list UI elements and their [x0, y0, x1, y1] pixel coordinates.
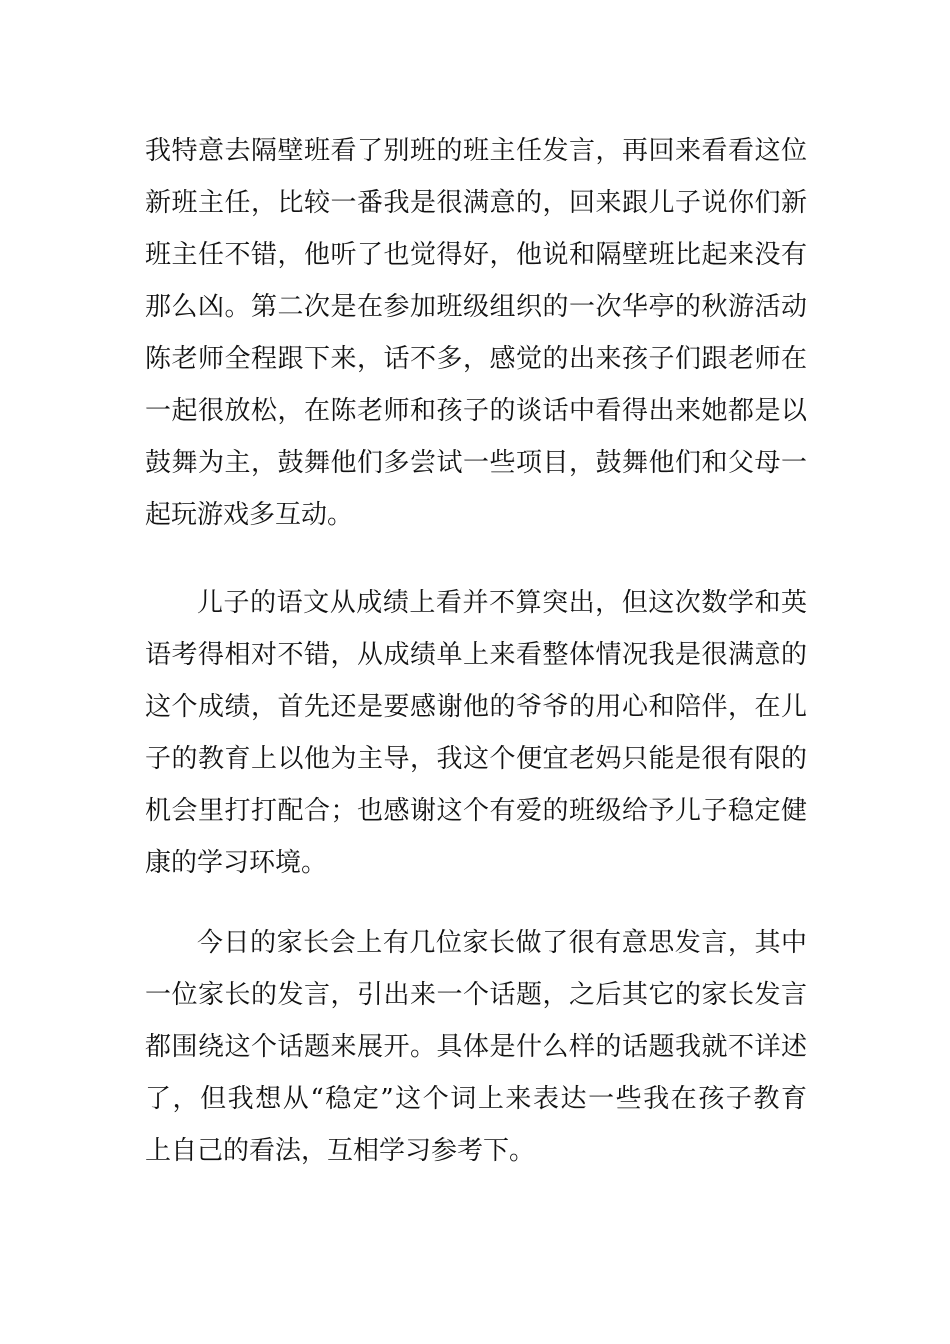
text-line: 康的学习环境。 — [145, 848, 328, 878]
text-line: 班主任不错，他听了也觉得好，他说和隔壁班比起来没有 — [145, 240, 807, 270]
text-line: 子的教育上以他为主导，我这个便宜老妈只能是很有限的 — [145, 744, 807, 774]
text-line: 陈老师全程跟下来，话不多，感觉的出来孩子们跟老师在 — [145, 344, 807, 374]
text-line: 那么凶。第二次是在参加班级组织的一次华亭的秋游活动 — [145, 292, 807, 322]
text-line: 都围绕这个话题来展开。具体是什么样的话题我就不详述 — [145, 1032, 807, 1062]
text-line: 这个成绩，首先还是要感谢他的爷爷的用心和陪伴，在儿 — [145, 692, 807, 722]
text-line: 今日的家长会上有几位家长做了很有意思发言，其中 — [197, 928, 807, 958]
text-line: 我特意去隔壁班看了别班的班主任发言，再回来看看这位 — [145, 136, 807, 166]
text-line: 了，但我想从“稳定”这个词上来表达一些我在孩子教育 — [145, 1084, 807, 1114]
text-line: 机会里打打配合；也感谢这个有爱的班级给予儿子稳定健 — [145, 796, 807, 826]
paragraph-3 — [145, 917, 807, 1177]
text-line: 语考得相对不错，从成绩单上来看整体情况我是很满意的 — [145, 640, 807, 670]
text-line: 起玩游戏多互动。 — [145, 500, 354, 530]
text-line: 儿子的语文从成绩上看并不算突出，但这次数学和英 — [197, 588, 807, 618]
paragraph-2 — [145, 577, 807, 889]
text-line: 一位家长的发言，引出来一个话题，之后其它的家长发言 — [145, 980, 807, 1010]
text-line: 新班主任，比较一番我是很满意的，回来跟儿子说你们新 — [145, 188, 807, 218]
text-line: 鼓舞为主，鼓舞他们多尝试一些项目，鼓舞他们和父母一 — [145, 448, 807, 478]
text-line: 一起很放松，在陈老师和孩子的谈话中看得出来她都是以 — [145, 396, 807, 426]
paragraph-1 — [145, 125, 807, 541]
text-line: 上自己的看法，互相学习参考下。 — [145, 1136, 536, 1166]
